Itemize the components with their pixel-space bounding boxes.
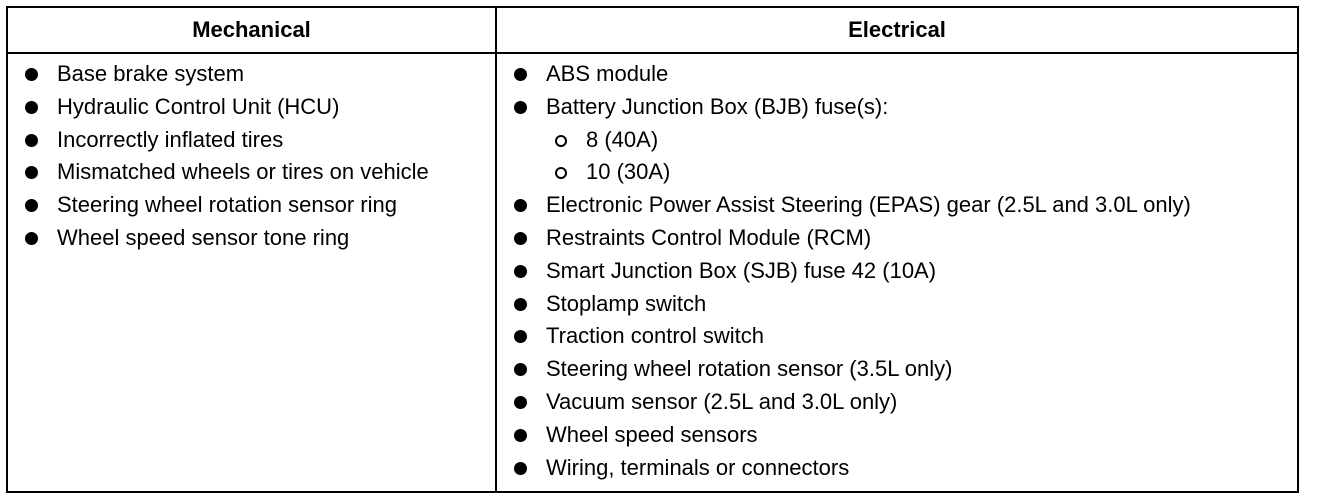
list-item <box>24 91 429 124</box>
list-item-label: Base brake system <box>57 61 245 86</box>
electrical-list <box>513 58 1191 484</box>
list-item-label: Wiring, terminals or connectors <box>546 454 850 480</box>
list-item-label: Electronic Power Assist Steering (EPAS) gear (2.5L and 3.0L only) <box>546 192 1191 218</box>
mechanical-list <box>24 58 429 255</box>
hollow-bullet-icon <box>555 167 567 179</box>
bullet-icon <box>514 330 527 343</box>
list-item <box>513 419 1191 452</box>
bullet-icon <box>514 363 527 376</box>
bullet-icon <box>514 232 527 245</box>
list-item-label: Vacuum sensor (2.5L and 3.0L only) <box>546 388 898 414</box>
sub-list-item <box>513 124 1191 157</box>
bullet-icon <box>514 265 527 278</box>
bullet-icon <box>25 232 38 245</box>
bullet-icon <box>514 101 527 114</box>
list-item-label: ABS module <box>546 61 669 86</box>
column-divider <box>495 8 497 491</box>
list-item-label: Mismatched wheels or tires on vehicle <box>57 159 429 185</box>
list-item <box>513 222 1191 255</box>
list-item-label: 8 (40A) <box>586 126 659 152</box>
table-header-row <box>8 8 1297 54</box>
list-item-label: Steering wheel rotation sensor ring <box>57 192 397 218</box>
bullet-icon <box>514 396 527 409</box>
list-item <box>24 156 429 189</box>
list-item <box>24 222 429 255</box>
list-item-label: 10 (30A) <box>586 159 671 185</box>
bullet-icon <box>514 462 527 475</box>
bullet-icon <box>514 298 527 311</box>
bullet-icon <box>25 101 38 114</box>
list-item <box>513 58 1191 91</box>
list-item <box>513 452 1191 485</box>
sub-list-item <box>513 156 1191 189</box>
list-item <box>513 288 1191 321</box>
list-item <box>513 320 1191 353</box>
list-item <box>513 386 1191 419</box>
list-item <box>24 189 429 222</box>
hollow-bullet-icon <box>555 135 567 147</box>
list-item <box>513 189 1191 222</box>
list-item-label: Wheel speed sensor tone ring <box>57 224 350 250</box>
list-item-label: Incorrectly inflated tires <box>57 126 284 152</box>
list-item <box>513 353 1191 386</box>
list-item <box>513 91 1191 124</box>
bullet-icon <box>514 199 527 212</box>
list-item-label: Restraints Control Module (RCM) <box>546 224 872 250</box>
header-mechanical: Mechanical <box>192 17 311 42</box>
list-item-label: Traction control switch <box>546 323 765 349</box>
bullet-icon <box>25 134 38 147</box>
bullet-icon <box>514 68 527 81</box>
list-item-label: Wheel speed sensors <box>546 421 758 447</box>
bullet-icon <box>25 166 38 179</box>
header-electrical: Electrical <box>848 17 946 42</box>
list-item-label: Stoplamp switch <box>546 290 707 316</box>
list-item-label: Steering wheel rotation sensor (3.5L only) <box>546 356 953 382</box>
bullet-icon <box>25 199 38 212</box>
bullet-icon <box>25 68 38 81</box>
list-item-label: Smart Junction Box (SJB) fuse 42 (10A) <box>546 257 937 283</box>
list-item <box>24 124 429 157</box>
list-item <box>24 58 429 91</box>
list-item-label: Hydraulic Control Unit (HCU) <box>57 93 340 119</box>
bullet-icon <box>514 429 527 442</box>
list-item-label: Battery Junction Box (BJB) fuse(s): <box>546 93 889 119</box>
list-item <box>513 255 1191 288</box>
